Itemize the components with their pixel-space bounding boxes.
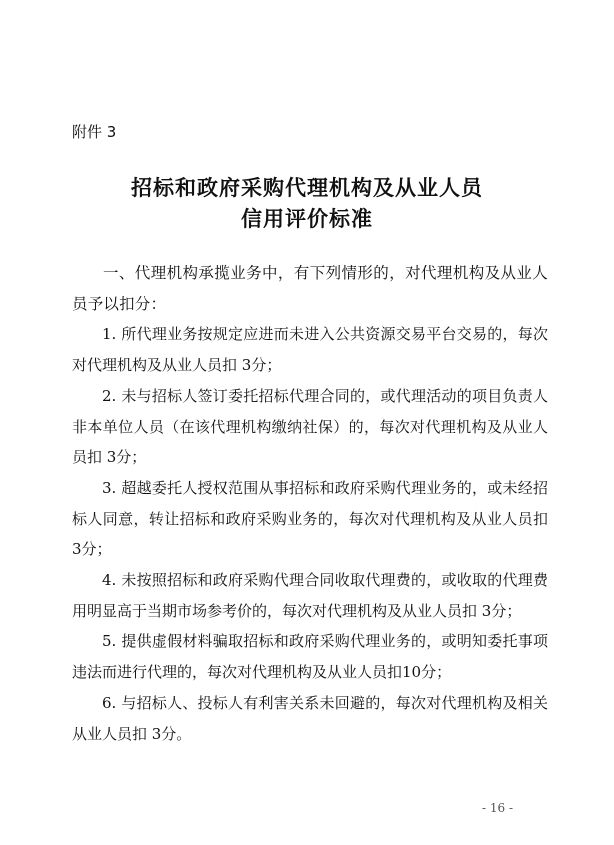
document-title-line-2: 信用评价标准: [241, 207, 373, 231]
section-heading: 一、代理机构承揽业务中，有下列情形的，对代理机构及从业人员予以扣分：: [72, 264, 548, 313]
list-item: 4. 未按照招标和政府采购代理合同收取代理费的，或收取的代理费用明显高于当期市场参考价的，每次对代理机构及从业人员扣 3分；: [72, 571, 548, 620]
list-item: 2. 未与招标人签订委托招标代理合同的，或代理活动的项目负责人非本单位人员（在该代理机构缴纳社保）的，每次对代理机构及从业人员扣 3分；: [72, 386, 548, 467]
attachment-label: 附件 3: [72, 123, 117, 141]
page-number: - 16 -: [482, 801, 514, 815]
list-item: 5. 提供虚假材料骗取招标和政府采购代理业务的，或明知委托事项违法而进行代理的，每次对代理机构及从业人员扣10分；: [72, 632, 548, 682]
list-item: 3. 超越委托人授权范围从事招标和政府采购代理业务的，或未经招标人同意，转让招标和政府采购业务的，每次对代理机构及从业人员扣 3分；: [72, 478, 548, 559]
list-item: 1. 所代理业务按规定应进而未进入公共资源交易平台交易的，每次对代理机构及从业人员扣 3分；: [72, 325, 548, 375]
list-item: 6. 与招标人、投标人有利害关系未回避的，每次对代理机构及相关从业人员扣 3分。: [72, 693, 548, 743]
document-title-line-1: 招标和政府采购代理机构及从业人员: [131, 176, 483, 200]
document-body: [72, 258, 548, 749]
